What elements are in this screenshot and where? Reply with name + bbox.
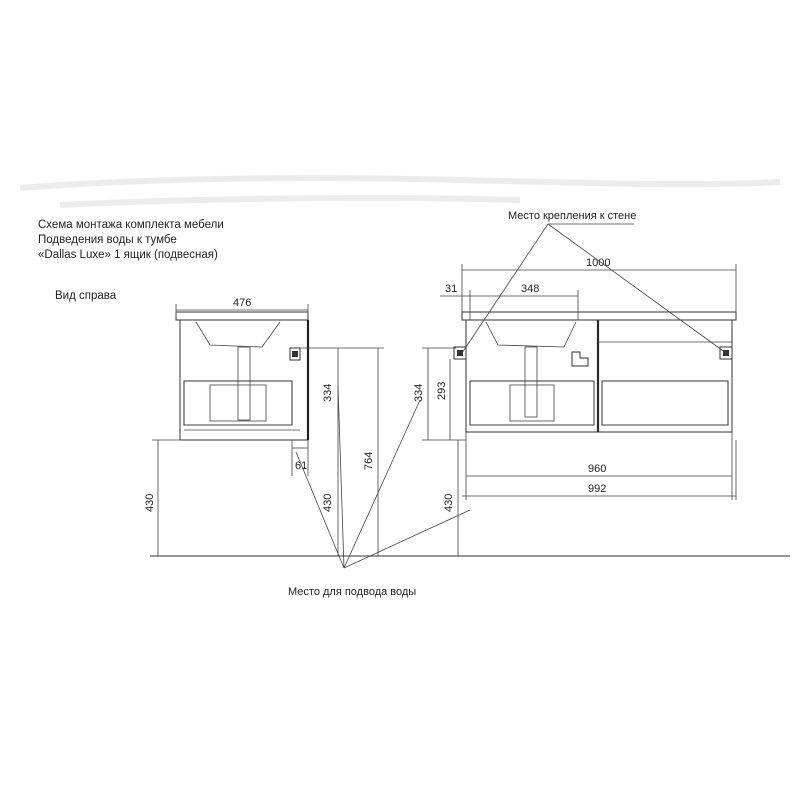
front-fixture — [572, 352, 588, 366]
dim-1000: 1000 — [586, 257, 611, 269]
side-basin — [196, 322, 280, 347]
dim-430-mid: 430 — [322, 493, 334, 512]
front-siphon — [525, 347, 537, 417]
callout-wall-mount-label: Место крепления к стене — [508, 210, 637, 222]
side-carcass — [180, 320, 308, 440]
dim-476: 476 — [233, 297, 252, 309]
dim-348: 348 — [521, 283, 540, 295]
dim-992: 992 — [588, 483, 607, 495]
callout-water-supply-label: Место для подвода воды — [288, 586, 417, 598]
dim-334-front: 334 — [413, 383, 425, 402]
dim-61: 61 — [295, 460, 308, 472]
dim-31: 31 — [445, 283, 458, 295]
dim-764: 764 — [363, 451, 375, 470]
side-siphon — [238, 347, 250, 420]
front-right-section — [598, 320, 732, 432]
side-countertop — [176, 312, 308, 320]
dim-334-side: 334 — [322, 383, 334, 402]
callout-water-supply — [288, 383, 470, 598]
background-faint-strokes — [20, 178, 780, 205]
dim-430-left: 430 — [144, 493, 156, 512]
side-view-cabinet — [176, 312, 308, 440]
title-line-1: Схема монтажа комплекта мебели — [38, 219, 224, 231]
front-left-drawer — [470, 381, 594, 425]
side-view-label: Вид справа — [55, 290, 117, 302]
front-right-drawer — [602, 381, 728, 425]
callout-wall-mount — [462, 210, 726, 353]
title-line-2: Подведения воды к тумбе — [38, 234, 177, 246]
dim-293: 293 — [436, 381, 448, 400]
dim-430-front: 430 — [443, 493, 455, 512]
title-block — [38, 219, 224, 261]
front-view-dimensions — [413, 257, 736, 556]
dim-960: 960 — [588, 463, 607, 475]
front-countertop — [462, 312, 736, 320]
title-line-3: «Dallas Luxe» 1 ящик (подвесная) — [38, 249, 218, 261]
front-basin — [486, 322, 576, 347]
